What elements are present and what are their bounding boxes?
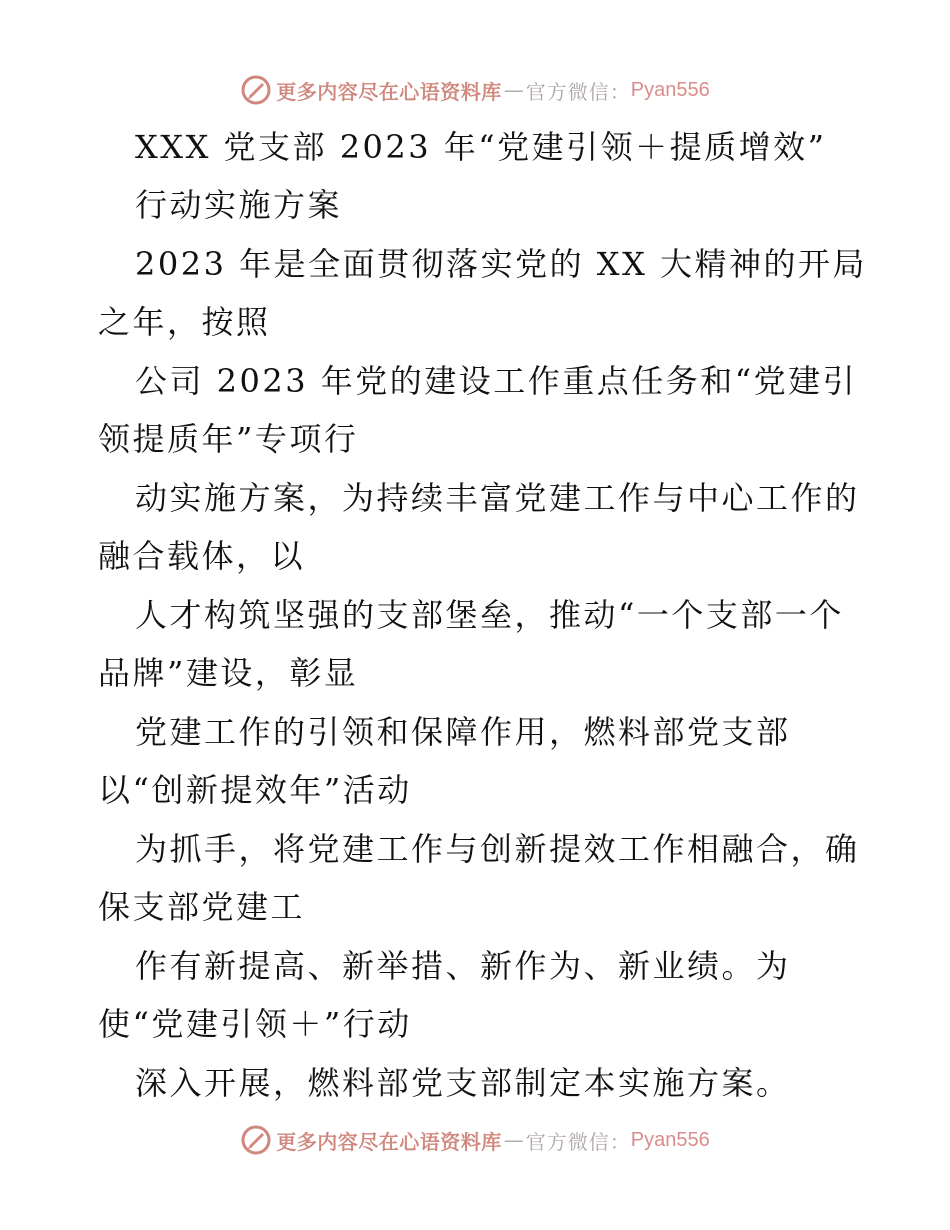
document-title-line-1: XXX 党支部 2023 年“党建引领＋提质增效” <box>135 128 827 166</box>
watermark-text: 更多内容尽在心语资料库 <box>276 79 502 104</box>
brand-logo-icon <box>240 74 272 106</box>
paragraph-line: 使“党建引领＋”行动 <box>98 1005 412 1043</box>
paragraph-line: 2023 年是全面贯彻落实党的 XX 大精神的开局 <box>135 245 868 283</box>
watermark-wechat-id: Pyan556 <box>630 1128 710 1151</box>
paragraph-line: 党建工作的引领和保障作用，燃料部党支部 <box>135 713 791 751</box>
watermark-wechat-label: 官方微信： <box>525 1129 631 1154</box>
paragraph-line: 深入开展，燃料部党支部制定本实施方案。 <box>135 1064 791 1102</box>
paragraph-line: 为抓手，将党建工作与创新提效工作相融合，确 <box>135 830 860 868</box>
bottom-watermark <box>0 1120 950 1160</box>
paragraph-line: 公司 2023 年党的建设工作重点任务和“党建引 <box>135 362 858 400</box>
paragraph-line: 之年，按照 <box>98 303 271 341</box>
document-title-line-2: 行动实施方案 <box>135 186 343 224</box>
paragraph-line: 领提质年”专项行 <box>98 420 359 458</box>
paragraph-line: 融合载体，以 <box>98 537 306 575</box>
paragraph-line: 品牌”建设，彰显 <box>98 654 359 692</box>
paragraph-line: 以“创新提效年”活动 <box>98 771 412 809</box>
paragraph-line: 作有新提高、新举措、新作为、新业绩。为 <box>135 947 791 985</box>
watermark-separator: — <box>503 1128 524 1152</box>
paragraph-line: 人才构筑坚强的支部堡垒，推动“一个支部一个 <box>135 596 844 634</box>
watermark-wechat-label: 官方微信： <box>525 79 631 104</box>
paragraph-line: 保支部党建工 <box>98 888 306 926</box>
top-watermark <box>0 70 950 110</box>
watermark-separator: — <box>503 78 524 102</box>
watermark-wechat-id: Pyan556 <box>630 78 710 101</box>
watermark-text: 更多内容尽在心语资料库 <box>276 1129 502 1154</box>
brand-logo-icon <box>240 1124 272 1156</box>
paragraph-line: 动实施方案，为持续丰富党建工作与中心工作的 <box>135 479 860 517</box>
